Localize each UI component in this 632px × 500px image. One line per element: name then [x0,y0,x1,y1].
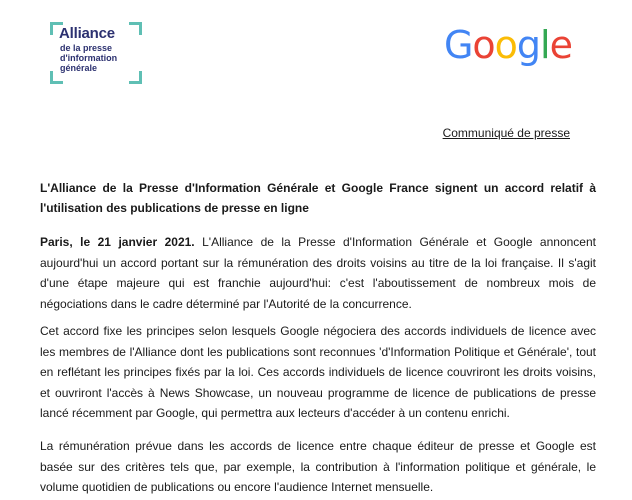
paragraph-3: La rémunération prévue dans les accords de licence entre chaque éditeur de presse et Google est basée sur des critères tels que, par exemple, la contribution à l'information politique et générale, le volume quotidien de publications ou encore l'audience Internet mensuelle. [40,439,596,494]
logo-bracket-bottom-right [129,71,142,84]
logo-bracket-top-right [129,22,142,35]
paragraph-1-lead: Paris, le 21 janvier 2021. [40,235,195,249]
paragraph-2: Cet accord fixe les principes selon lesquels Google négociera des accords individuels de licence avec les membres de l'Alliance dont les publications sont reconnues 'd'Information Politique et Générale', tout en reflétant les principes fixés par la loi. Ces accords individuels de licence couvriront les droits voisins, et ouvriront l'accès à News Showcase, un nouveau programme de licence de publications de presse lancé récemment par Google, qui permettra aux lecteurs d'accéder à un contenu enrichi. [40,324,596,420]
google-logo-letter: o [472,23,495,67]
google-logo-letter: o [494,23,517,67]
alliance-logo [50,22,142,84]
document-title: L'Alliance de la Presse d'Information Générale et Google France signent un accord relatif à l'utilisation des publications de presse en ligne [40,181,596,215]
alliance-logo-line3: générale [60,63,98,73]
google-logo [444,24,572,66]
google-logo-letter: G [443,23,473,67]
paragraph-1 [40,232,596,314]
alliance-logo-line2: d'information [60,53,118,63]
alliance-logo-line1: de la presse [60,43,113,53]
google-logo-letter: e [549,23,572,67]
alliance-logo-name: Alliance [59,25,115,42]
google-logo-letter: l [540,23,550,67]
google-logo-letter: g [516,23,541,67]
paragraph-1-text: L'Alliance de la Presse d'Information Générale et Google annoncent aujourd'hui un accord portant sur la rémunération des droits voisins au titre de la loi française. Il s'agit d'une étape majeure qui est franchie aujourd'hui: c'est l'aboutissement de nombreux mois de négociations dans le cadre déterminé par l'Autorité de la concurrence. [40,235,596,311]
document-type: Communiqué de presse [442,126,570,140]
